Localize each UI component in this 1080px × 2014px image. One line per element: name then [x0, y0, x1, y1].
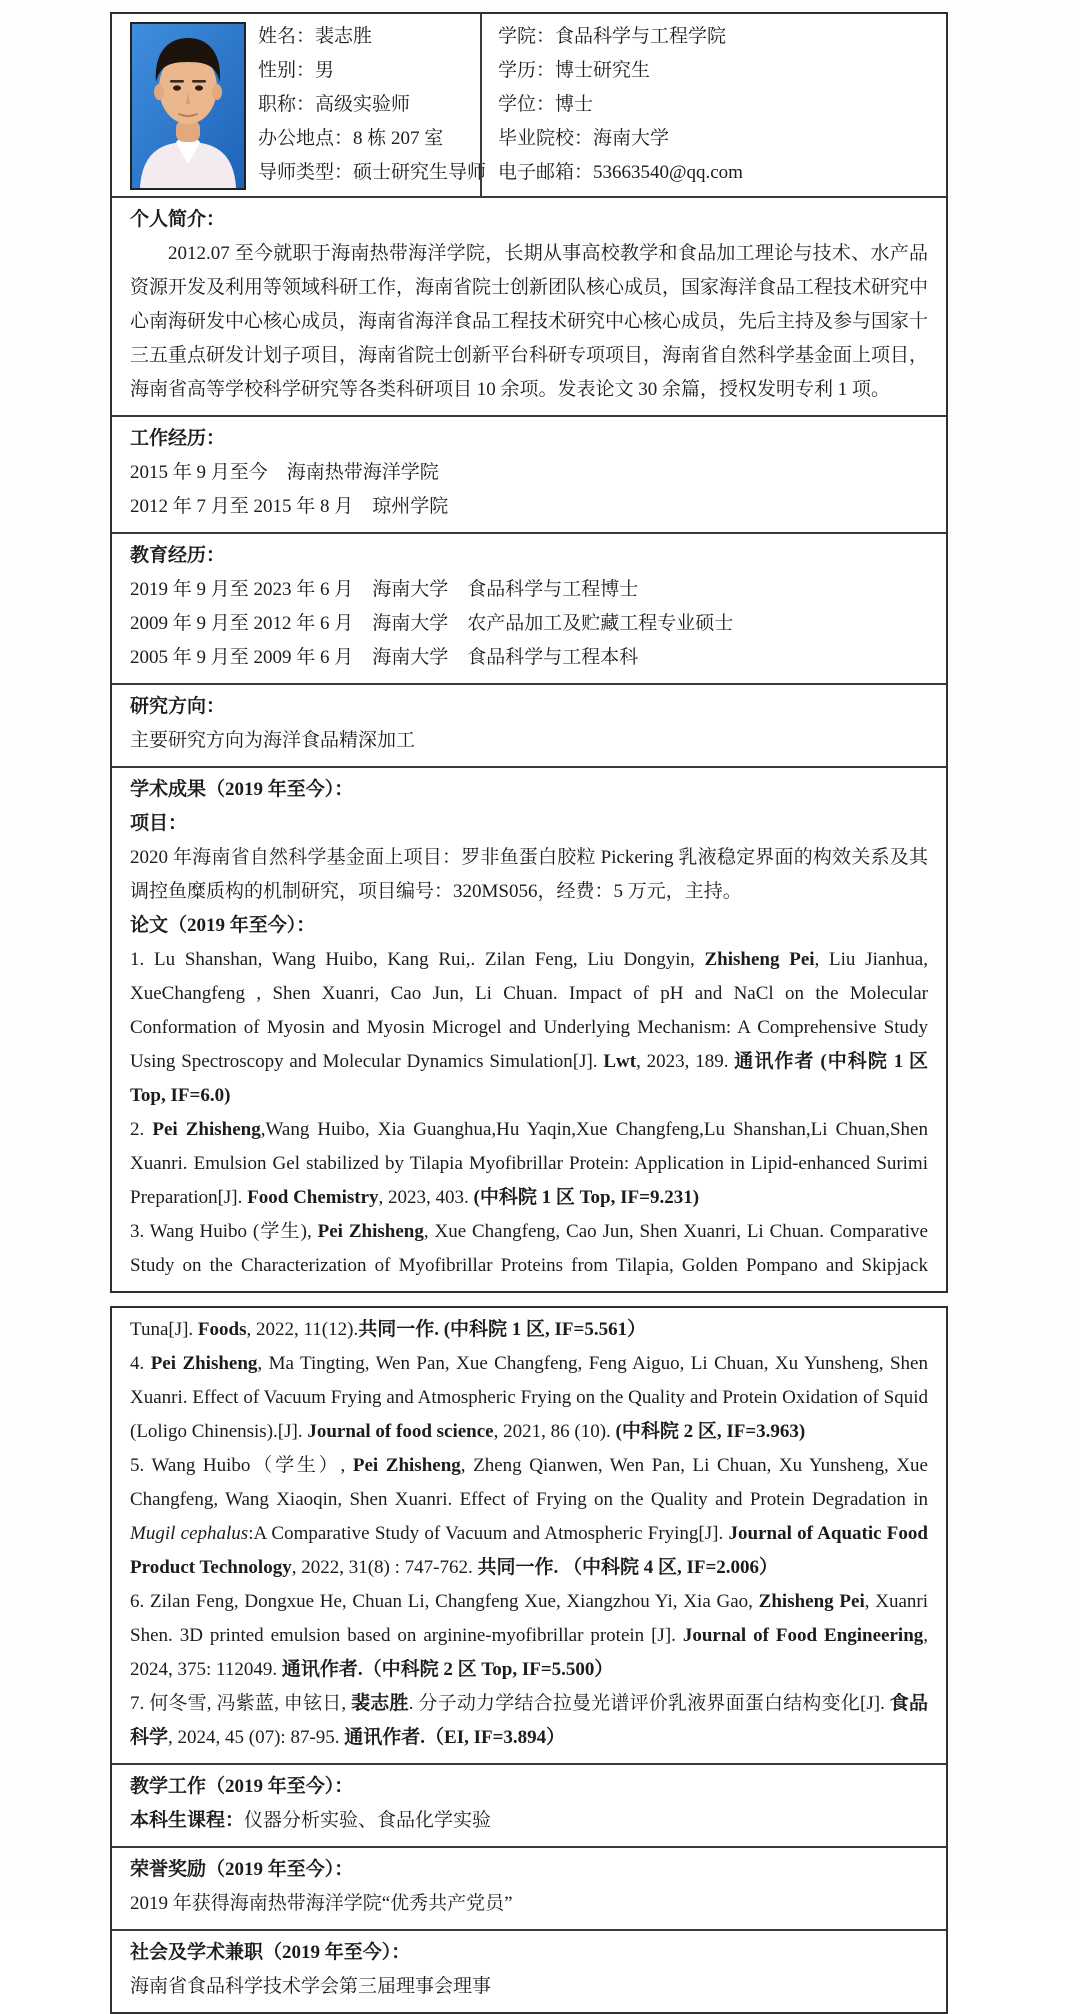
- field-education-level: 学历：博士研究生: [498, 60, 651, 81]
- section-intro: [112, 196, 946, 415]
- paper-item: 5. Wang Huibo（学生）, Pei Zhisheng, Zheng Qianwen, Wen Pan, Li Chuan, Xu Yunsheng, Xue Changfeng, Wang Xiaoqin, Shen Xuanri. Effect of Frying on the Quality and Protein Degradation in Mugil cephalus:A Comparative Study of Vacuum and Atmospheric Frying[J]. Journal of Aquatic Food Product Technology, 2022, 31(8) : 747-762. 共同一作. （中科院 4 区, IF=2.006）: [130, 1455, 928, 1578]
- section-achievements: [112, 766, 946, 1291]
- projects-title: 项目：: [130, 813, 188, 834]
- education-item: 2005 年 9 月至 2009 年 6 月 海南大学 食品科学与工程本科: [130, 647, 639, 668]
- work-title: 工作经历：: [130, 428, 226, 449]
- service-text: 海南省食品科学技术学会第三届理事会理事: [130, 1976, 492, 1997]
- research-text: 主要研究方向为海洋食品精深加工: [130, 730, 416, 751]
- education-title: 教育经历：: [130, 545, 226, 566]
- profile-table-continued: [110, 1306, 948, 2014]
- paper-item: 3. Wang Huibo (学生), Pei Zhisheng, Xue Changfeng, Cao Jun, Shen Xuanri, Li Chuan. Comparative Study on the Characterization of Myofibrillar Proteins from Tilapia, Golden Pompano and Skipjack: [130, 1221, 928, 1276]
- profile-table: [110, 12, 948, 1293]
- field-title: 职称：高级实验师: [258, 94, 411, 115]
- header-right-cell: [480, 14, 946, 196]
- paper-item: 2. Pei Zhisheng,Wang Huibo, Xia Guanghua,Hu Yaqin,Xue Changfeng,Lu Shanshan,Li Chuan,Shen Xuanri. Emulsion Gel stabilized by Tilapia Myofibrillar Protein: Application in Lipid-enhanced Surimi Preparation[J]. Food Chemistry, 2023, 403. (中科院 1 区 Top, IF=9.231): [130, 1119, 928, 1208]
- section-honors: [112, 1846, 946, 1929]
- field-gender: 性别：男: [258, 60, 335, 81]
- field-name: 姓名：裴志胜: [258, 26, 373, 47]
- field-office: 办公地点：8 栋 207 室: [258, 128, 444, 149]
- work-item: 2012 年 7 月至 2015 年 8 月 琼州学院: [130, 496, 449, 517]
- section-research: [112, 683, 946, 766]
- paper-item: 4. Pei Zhisheng, Ma Tingting, Wen Pan, Xue Changfeng, Feng Aiguo, Li Chuan, Xu Yunsheng, Shen Xuanri. Effect of Vacuum Frying and Atmospheric Frying on the Quality and Protein Oxidation of Squid (Loligo Chinensis).[J]. Journal of food science, 2021, 86 (10). (中科院 2 区, IF=3.963): [130, 1353, 928, 1442]
- intro-title: 个人简介：: [130, 209, 226, 230]
- paper-item: 6. Zilan Feng, Dongxue He, Chuan Li, Changfeng Xue, Xiangzhou Yi, Xia Gao, Zhisheng Pei, Xuanri Shen. 3D printed emulsion based on arginine-myofibrillar protein [J]. Journal of Food Engineering, 2024, 375: 112049. 通讯作者.（中科院 2 区 Top, IF=5.500）: [130, 1591, 929, 1680]
- section-education: [112, 532, 946, 683]
- section-teaching: [112, 1763, 946, 1846]
- section-service: [112, 1929, 946, 2012]
- field-graduate-school: 毕业院校：海南大学: [498, 128, 670, 149]
- teaching-courses: 本科生课程：仪器分析实验、食品化学实验: [130, 1810, 492, 1831]
- achievements-title: 学术成果（2019 年至今）：: [130, 779, 354, 800]
- id-photo-image: [132, 24, 244, 188]
- paper-item: 1. Lu Shanshan, Wang Huibo, Kang Rui,. Zilan Feng, Liu Dongyin, Zhisheng Pei, Liu Jianhua, XueChangfeng , Shen Xuanri, Cao Jun, Li Chuan. Impact of pH and NaCl on the Molecular Conformation of Myosin and Myosin Microgel and Underlying Mechanism: A Comprehensive Study Using Spectroscopy and Molecular Dynamics Simulation[J]. Lwt, 2023, 189. 通讯作者 (中科院 1 区 Top, IF=6.0): [130, 949, 929, 1106]
- header-left-cell: [112, 14, 487, 196]
- education-item: 2009 年 9 月至 2012 年 6 月 海南大学 农产品加工及贮藏工程专业硕士: [130, 613, 734, 634]
- service-title: 社会及学术兼职（2019 年至今）：: [130, 1942, 411, 1963]
- id-photo: [130, 22, 246, 190]
- field-degree: 学位：博士: [498, 94, 594, 115]
- honors-text: 2019 年获得海南热带海洋学院“优秀共产党员”: [130, 1893, 513, 1914]
- work-item: 2015 年 9 月至今 海南热带海洋学院: [130, 462, 439, 483]
- education-item: 2019 年 9 月至 2023 年 6 月 海南大学 食品科学与工程博士: [130, 579, 639, 600]
- paper-item: Tuna[J]. Foods, 2022, 11(12).共同一作. (中科院 1 区, IF=5.561）: [130, 1319, 647, 1340]
- field-college: 学院：食品科学与工程学院: [498, 26, 727, 47]
- basic-info-left: [258, 20, 486, 190]
- project-text: 2020 年海南省自然科学基金面上项目：罗非鱼蛋白胶粒 Pickering 乳液稳定界面的构效关系及其调控鱼糜质构的机制研究，项目编号：320MS056，经费：5 万元，主持。: [130, 847, 928, 902]
- field-mentor-type: 导师类型：硕士研究生导师: [258, 162, 487, 183]
- paper-item: 7. 何冬雪, 冯紫蓝, 申铉日, 裴志胜. 分子动力学结合拉曼光谱评价乳液界面蛋白结构变化[J]. 食品科学, 2024, 45 (07): 87-95. 通讯作者.（EI, IF=3.894）: [130, 1693, 928, 1748]
- section-papers-continued: [112, 1308, 946, 1763]
- papers-title: 论文（2019 年至今）：: [130, 915, 316, 936]
- section-work: [112, 415, 946, 532]
- research-title: 研究方向：: [130, 696, 226, 717]
- cv-document: [110, 12, 948, 2014]
- teaching-title: 教学工作（2019 年至今）：: [130, 1776, 354, 1797]
- header-row: [112, 14, 946, 196]
- honors-title: 荣誉奖励（2019 年至今）：: [130, 1859, 354, 1880]
- intro-text: 2012.07 至今就职于海南热带海洋学院，长期从事高校教学和食品加工理论与技术、水产品资源开发及利用等领域科研工作，海南省院士创新团队核心成员，国家海洋食品工程技术研究中心南海研发中心核心成员，海南省海洋食品工程技术研究中心核心成员，先后主持及参与国家十三五重点研发计划子项目，海南省院士创新平台科研专项项目，海南省自然科学基金面上项目，海南省高等学校科学研究等各类科研项目 10 余项。发表论文 30 余篇，授权发明专利 1 项。: [130, 243, 929, 400]
- field-email: 电子邮箱：53663540@qq.com: [498, 162, 743, 183]
